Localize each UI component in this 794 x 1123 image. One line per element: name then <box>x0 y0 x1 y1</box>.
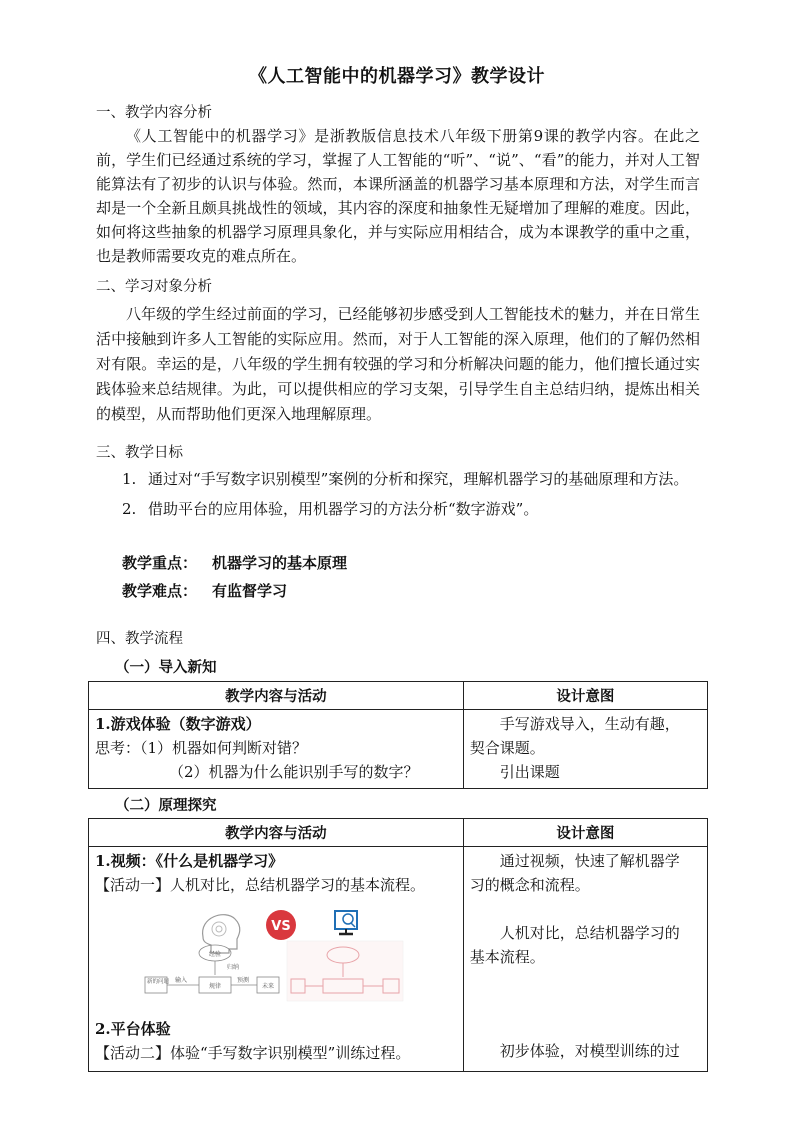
activity-two-text: 【活动二】体验“手写数字识别模型”训练过程。 <box>95 1044 411 1062</box>
vs-badge <box>266 910 296 940</box>
intent-text-line: 人机对比，总结机器学习的 <box>499 924 680 942</box>
table-header-row <box>89 682 708 710</box>
think-question-1: 思考：（1）机器如何判断对错？ <box>95 739 308 757</box>
column-header-intent: 设计意图 <box>463 819 707 847</box>
future-label: 未来 <box>261 983 275 990</box>
intent-cell <box>463 710 707 789</box>
column-header-intent: 设计意图 <box>463 682 707 710</box>
principle-table <box>88 818 708 1072</box>
difficulty-value: 有监督学习 <box>212 582 288 600</box>
induce-label: 归纳 <box>227 964 240 971</box>
vs-text: VS <box>271 919 291 934</box>
video-title: 1.视频：《什么是机器学习》 <box>95 852 284 870</box>
platform-title: 2.平台体验 <box>95 1020 171 1038</box>
activity-title: 1.游戏体验（数字游戏） <box>95 715 261 733</box>
table-row <box>89 710 708 789</box>
intent-text-line: 基本流程。 <box>469 948 545 966</box>
new-question-label: 新的问题 <box>147 979 170 985</box>
activity-one <box>95 873 457 897</box>
intent-text-line: 习的概念和流程。 <box>469 876 590 894</box>
intent-text-line: 手写游戏导入，生动有趣， <box>499 715 680 733</box>
objective-item <box>122 496 702 522</box>
subheading-principle: （二）原理探究 <box>115 797 217 814</box>
human-head-icon <box>203 915 240 953</box>
difficulty-row <box>122 580 287 601</box>
intent-text-line: 通过视频，快速了解机器学 <box>499 852 680 870</box>
table-row <box>89 847 708 1072</box>
intent-text-line: 契合课题。 <box>469 739 545 757</box>
predict-label: 预测 <box>237 977 250 984</box>
key-point-value: 机器学习的基本原理 <box>212 554 348 572</box>
objective-text: 通过对“手写数字识别模型”案例的分析和探究，理解机器学习的基础原理和方法。 <box>148 470 689 488</box>
column-header-activities: 教学内容与活动 <box>89 819 464 847</box>
activities-cell <box>89 847 464 1072</box>
key-point-label: 教学重点： <box>122 554 198 572</box>
section-heading-learner-analysis: 二、学习对象分析 <box>96 279 212 295</box>
activity-one-text: 【活动一】人机对比，总结机器学习的基本流程。 <box>95 876 426 894</box>
intent-text-line: 引出课题 <box>499 763 560 781</box>
section-heading-objectives: 三、教学日标 <box>96 445 183 461</box>
human-vs-machine-figure <box>139 905 409 1005</box>
table-header-row <box>89 819 708 847</box>
learner-analysis-paragraph <box>96 302 700 427</box>
machine-flow <box>287 941 403 1001</box>
content-analysis-text: 《人工智能中的机器学习》是浙教版信息技术八年级下册第9课的教学内容。在此之前，学生们已经通过系统的学习，掌握了人工智能的“听”、“说”、“看”的能力，并对人工智能算法有了初步的认识与体验。然而，本课所涵盖的机器学习基本原理和方法，对学生而言却是一个全新且颇具挑战性的领域，其内容的深度和抽象性无疑增加了理解的难度。因此，如何将这些抽象的机器学习原理具象化，并与实际应用相结合，成为本课教学的重中之重，也是教师需要攻克的难点所在。 <box>96 127 700 265</box>
monitor-icon <box>335 911 357 934</box>
key-point-row <box>122 552 347 573</box>
objective-number: 2. <box>122 500 137 518</box>
column-header-activities: 教学内容与活动 <box>89 682 464 710</box>
objective-text: 借助平台的应用体验，用机器学习的方法分析“数字游戏”。 <box>148 500 539 518</box>
section-heading-process: 四、教学流程 <box>96 631 183 647</box>
difficulty-label: 教学难点： <box>122 582 198 600</box>
objectives-list <box>122 466 702 522</box>
input-label: 输入 <box>175 977 188 984</box>
content-analysis-paragraph <box>96 124 700 268</box>
learner-analysis-text: 八年级的学生经过前面的学习，已经能够初步感受到人工智能技术的魅力，并在日常生活中接触到许多人工智能的实际应用。然而，对于人工智能的深入原理，他们的了解仍然相对有限。幸运的是，八年级的学生拥有较强的学习和分析解决问题的能力，他们擅长通过实践体验来总结规律。为此，可以提供相应的学习支架，引导学生自主总结归纳，提炼出相关的模型，从而帮助他们更深入地理解原理。 <box>96 305 700 423</box>
rule-label: 规律 <box>208 983 222 990</box>
intent-text-line: 初步体验，对模型训练的过 <box>499 1042 680 1060</box>
objective-number: 1. <box>122 470 137 488</box>
human-flow <box>145 945 279 993</box>
think-question-2: （2）机器为什么能识别手写的数字？ <box>169 763 419 781</box>
experience-label: 经验 <box>208 951 222 958</box>
intro-table <box>88 681 708 789</box>
section-heading-content-analysis: 一、教学内容分析 <box>96 105 212 121</box>
activity-two <box>95 1041 457 1065</box>
intent-cell <box>463 847 707 1072</box>
document-title: 《人工智能中的机器学习》教学设计 <box>249 66 545 87</box>
subheading-intro: （一）导入新知 <box>115 659 217 676</box>
comparison-diagram <box>139 905 409 1005</box>
activities-cell <box>89 710 464 789</box>
objective-item <box>122 466 702 492</box>
